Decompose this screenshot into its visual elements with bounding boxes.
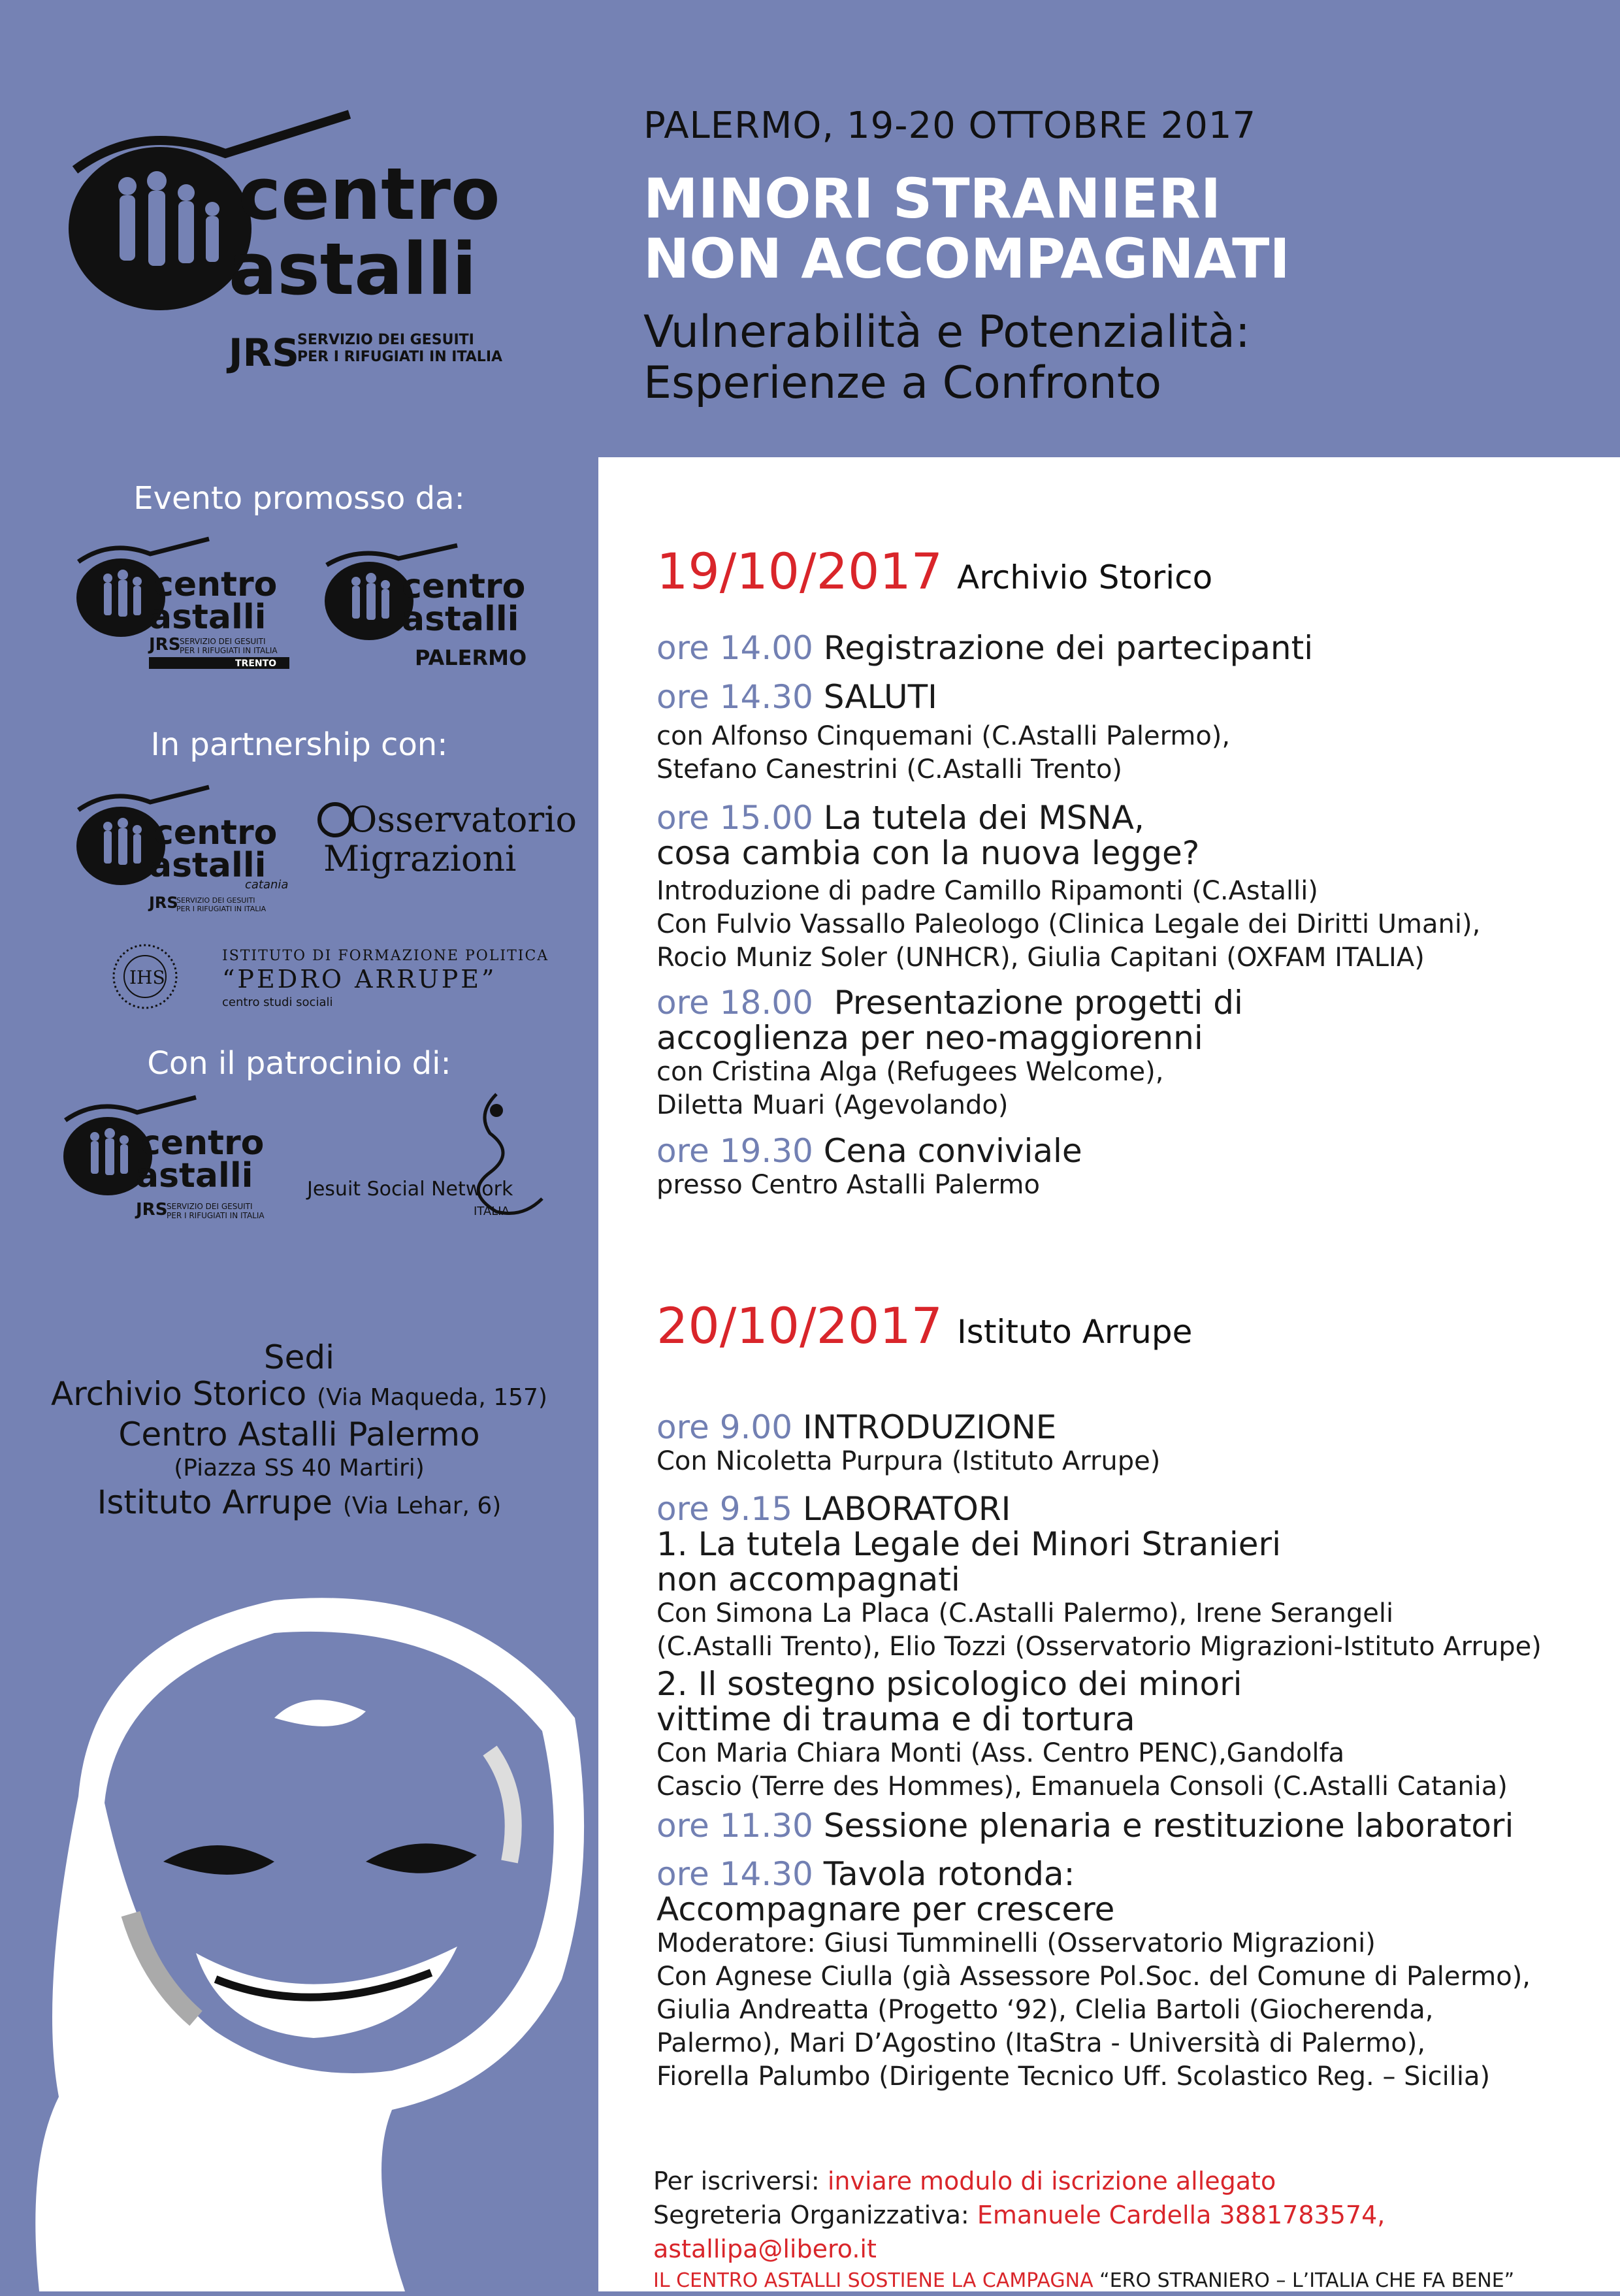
logo-patrocinio-centro-astalli — [59, 1094, 294, 1231]
day2-item-4: ore 14.30 Tavola rotonda: Accompagnare per crescere Moderatore: Giusi Tumminelli (Osservatorio Migrazioni) Con Agnese Ciulla (già Assessore Pol.Soc. del Comune di Palermo), Giulia Andreatta (Progetto ‘92), Clelia Bartoli (Giocherenda, Palermo), Mari D’Agostino (ItaStra - Università di Palermo), Fiorella Palumbo (Dirigente Tecnico Uff. Scolastico Reg. – Sicilia) — [656, 1855, 1531, 2092]
day1-item-3: ore 15.00 La tutela dei MSNA, cosa cambia con la nuova legge? Introduzione di padre Camillo Ripamonti (C.Astalli) Con Fulvio Vassallo Paleologo (Clinica Legale dei Diritti Umani), Rocio Muniz Soler (UNHCR), Giulia Capitani (OXFAM ITALIA) — [656, 799, 1481, 973]
svg-text:astalli: astalli — [149, 846, 267, 885]
day1-item-4: ore 18.00 Presentazione progetti di accoglienza per neo-maggiorenni con Cristina Alga (Refugees Welcome), Diletta Muari (Agevolando) — [656, 984, 1243, 1120]
day1-date: 19/10/2017 — [656, 542, 943, 600]
svg-text:“PEDRO ARRUPE”: “PEDRO ARRUPE” — [222, 965, 497, 994]
logo-catania — [72, 784, 300, 921]
osservatorio-migrazioni-logo — [317, 794, 577, 879]
logo-tagline-1: SERVIZIO DEI GESUITI — [297, 332, 474, 348]
logo-word-centro: centro — [238, 152, 500, 236]
title-line-1: MINORI STRANIERI — [643, 167, 1222, 231]
logo-word-astalli: astalli — [229, 227, 477, 311]
svg-text:astalli: astalli — [136, 1156, 253, 1195]
logo-trento — [72, 536, 307, 673]
svg-text:catania: catania — [245, 878, 289, 892]
svg-text:PER I RIFUGIATI IN ITALIA: PER I RIFUGIATI IN ITALIA — [176, 905, 267, 913]
day2-place: Istituto Arrupe — [957, 1313, 1193, 1351]
partnership-label: In partnership con: — [150, 726, 448, 763]
svg-text:astalli: astalli — [149, 598, 267, 637]
svg-text:centro: centro — [154, 813, 278, 852]
svg-text:SERVIZIO DEI GESUITI: SERVIZIO DEI GESUITI — [176, 896, 255, 905]
svg-text:Osservatorio: Osservatorio — [348, 799, 577, 840]
event-subtitle — [643, 307, 1250, 409]
svg-text:SERVIZIO DEI GESUITI: SERVIZIO DEI GESUITI — [167, 1202, 253, 1211]
svg-text:centro: centro — [154, 565, 278, 604]
day2-item-3: ore 11.30 Sessione plenaria e restituzione laboratori — [656, 1807, 1514, 1845]
secretariat-contact[interactable]: Emanuele Cardella 3881783574, astallipa@libero.it — [653, 2201, 1385, 2263]
day1-item-2: ore 14.30 SALUTI con Alfonso Cinquemani (C.Astalli Palermo), Stefano Canestrini (C.Astalli Trento) — [656, 678, 1231, 784]
event-date-location: PALERMO, 19-20 OTTOBRE 2017 — [643, 105, 1257, 147]
title-line-2: NON ACCOMPAGNATI — [643, 227, 1290, 291]
day1-item-1: ore 14.00 Registrazione dei partecipanti — [656, 629, 1314, 667]
svg-text:SERVIZIO DEI GESUITI: SERVIZIO DEI GESUITI — [180, 637, 266, 646]
venues-title: Sedi — [263, 1338, 335, 1376]
registration-link[interactable]: inviare modulo di iscrizione allegato — [827, 2167, 1276, 2195]
day2-date: 20/10/2017 — [656, 1297, 943, 1355]
venue-3: Istituto Arrupe (Via Lehar, 6) — [97, 1483, 502, 1521]
svg-text:JRS: JRS — [136, 1200, 168, 1220]
svg-text:PER I RIFUGIATI IN ITALIA: PER I RIFUGIATI IN ITALIA — [167, 1211, 265, 1220]
venue-1: Archivio Storico (Via Maqueda, 157) — [51, 1375, 547, 1413]
svg-text:centro studi sociali: centro studi sociali — [222, 995, 333, 1009]
day2-item-1: ore 9.00 INTRODUZIONE Con Nicoletta Purpura (Istituto Arrupe) — [656, 1408, 1161, 1476]
svg-text:Migrazioni: Migrazioni — [323, 838, 517, 879]
svg-text:astalli: astalli — [402, 600, 519, 639]
event-title — [643, 169, 1290, 289]
svg-text:ITALIA: ITALIA — [474, 1205, 510, 1218]
logo-jrs: JRS — [229, 331, 300, 375]
centro-astalli-logo — [62, 108, 532, 382]
venue-2-address: (Piazza SS 40 Martiri) — [174, 1455, 425, 1481]
svg-text:centro: centro — [402, 567, 526, 606]
istituto-arrupe-logo — [105, 941, 549, 1012]
jesuit-social-network-logo — [300, 1088, 562, 1228]
svg-text:centro: centro — [140, 1124, 265, 1163]
venues-block — [0, 1339, 598, 1525]
registration-info: Per iscriversi: inviare modulo di iscrizione allegato Segreteria Organizzativa: Emanuele Cardella 3881783574, astallipa@libero.it IL CENTRO ASTALLI SOSTIENE LA CAMPAGNA “ERO STRANIERO – L’ITALIA CHE FA BENE” — [653, 2167, 1515, 2292]
logo-palermo — [320, 542, 542, 673]
svg-text:TRENTO: TRENTO — [235, 658, 277, 669]
subtitle-line-1: Vulnerabilità e Potenzialità: — [643, 306, 1250, 358]
svg-text:Jesuit Social Network: Jesuit Social Network — [307, 1178, 513, 1201]
svg-text:JRS: JRS — [149, 894, 178, 912]
venue-2-name: Centro Astalli Palermo — [118, 1415, 480, 1453]
day1-place: Archivio Storico — [957, 558, 1213, 596]
svg-text:PALERMO: PALERMO — [415, 645, 527, 670]
day1-heading — [656, 542, 1212, 600]
svg-text:ISTITUTO DI FORMAZIONE POLITIC: ISTITUTO DI FORMAZIONE POLITICA — [222, 948, 549, 964]
ihs-seal: IHS — [129, 967, 165, 988]
child-portrait-illustration — [0, 1522, 598, 2291]
promoted-by-label: Evento promosso da: — [133, 480, 465, 517]
day1-item-5: ore 19.30 Cena conviviale presso Centro Astalli Palermo — [656, 1132, 1082, 1200]
day2-item-2: ore 9.15 LABORATORI 1. La tutela Legale dei Minori Stranieri non accompagnati Con Simona La Placa (C.Astalli Palermo), Irene Serangeli (C.Astalli Trento), Elio Tozzi (Osservatorio Migrazioni-Istituto Arrupe) 2. Il sostegno psicologico dei minori vittime di trauma e di tortura Con Maria Chiara Monti (Ass. Centro PENC),Gandolfa Cascio (Terre des Hommes), Emanuela Consoli (C.Astalli Catania) — [656, 1490, 1542, 1802]
patronage-label: Con il patrocinio di: — [147, 1045, 451, 1082]
logo-tagline-2: PER I RIFUGIATI IN ITALIA — [297, 349, 503, 365]
day2-heading — [656, 1297, 1192, 1355]
svg-text:JRS: JRS — [149, 635, 181, 655]
subtitle-line-2: Esperienze a Confronto — [643, 357, 1162, 409]
svg-text:PER I RIFUGIATI IN ITALIA: PER I RIFUGIATI IN ITALIA — [180, 646, 278, 655]
